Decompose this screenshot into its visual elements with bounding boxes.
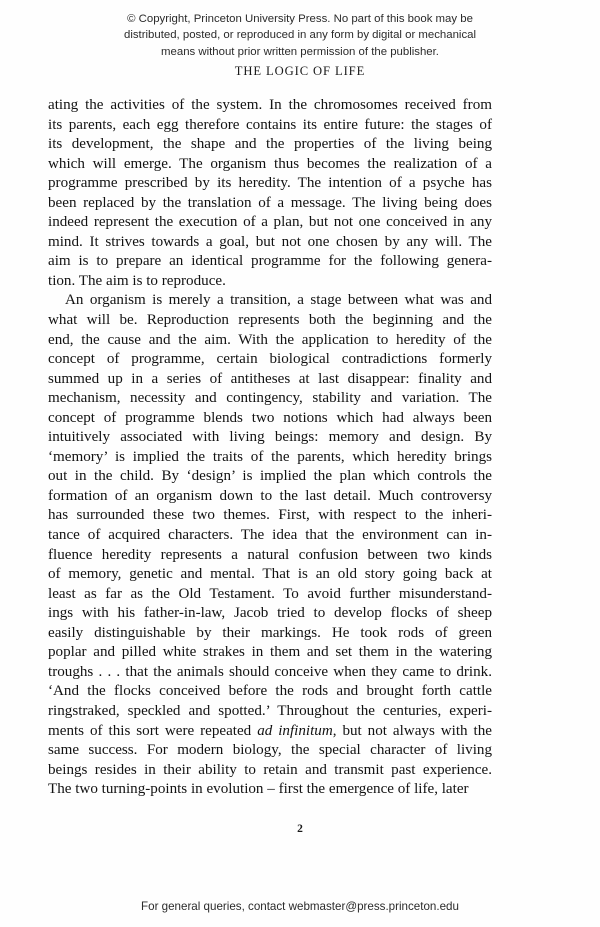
text-line: mind. It strives towards a goal, but not one chosen by any will. The xyxy=(48,233,492,250)
text-line: programme prescribed by its heredity. The intention of a psyche has xyxy=(48,175,492,192)
text-line: formation of an organism down to the last detail. Much controversy xyxy=(48,487,492,504)
body-text xyxy=(48,96,492,800)
text-line: An organism is merely a transition, a stage between what was and xyxy=(65,292,492,309)
text-line: ‘And the flocks conceived before the rods and brought forth cattle xyxy=(48,683,492,700)
paragraph-2 xyxy=(48,291,492,799)
text-line: ings with his father-in-law, Jacob tried to develop flocks of sheep xyxy=(48,605,492,622)
text-line: ating the activities of the system. In the chromosomes received from xyxy=(48,97,492,113)
paragraph-1 xyxy=(48,96,492,291)
text-line: out in the child. By ‘design’ is implied the plan which controls the xyxy=(48,468,492,485)
text-line: poplar and pilled white strakes in them and set them in the watering xyxy=(48,644,492,661)
text-line-with-italic xyxy=(48,722,492,742)
text-line: concept of programme blends two notions which had always been xyxy=(48,409,492,426)
text-line: mechanism, necessity and contingency, stability and variation. The xyxy=(48,390,492,407)
copyright-line-1: © Copyright, Princeton University Press. No part of this book may be xyxy=(127,13,473,25)
line-segment-roman: ments of this sort were repeated xyxy=(48,722,258,739)
text-line: same success. For modern biology, the special character of living xyxy=(48,742,492,759)
text-line: of memory, genetic and mental. That is an old story going back at xyxy=(48,566,492,583)
text-line: intuitively associated with living beings: memory and design. By xyxy=(48,429,492,446)
text-line: tance of acquired characters. The idea that the environment can in- xyxy=(48,527,492,544)
text-line: beings resides in their ability to retain and transmit past experience. xyxy=(48,761,492,778)
running-head: THE LOGIC OF LIFE xyxy=(234,64,366,78)
text-line: easily distinguishable by their markings. He took rods of green xyxy=(48,624,492,641)
text-line: end, the cause and the aim. With the application to heredity of the xyxy=(48,331,492,348)
latin-phrase-italic: ad infinitum xyxy=(257,722,333,739)
text-line: summed up in a series of antitheses at last disappear: finality and xyxy=(48,370,492,387)
text-line: its development, the shape and the properties of the living being xyxy=(48,136,492,153)
text-line: which will emerge. The organism thus becomes the realization of a xyxy=(48,155,492,172)
text-line: has surrounded these two themes. First, with respect to the inheri- xyxy=(48,507,492,524)
copyright-line-2: distributed, posted, or reproduced in any form by digital or mechanical xyxy=(123,29,477,42)
page-number: 2 xyxy=(297,823,303,835)
line-segment-roman-tail: , but not always with the xyxy=(332,722,492,739)
text-line: The two turning-points in evolution – first the emergence of life, later xyxy=(48,781,469,798)
text-line: fluence heredity represents a natural confusion between two kinds xyxy=(48,546,492,563)
text-line: least as far as the Old Testament. To avoid further misunderstand- xyxy=(48,585,492,602)
text-line: indeed represent the execution of a plan, but not one conceived in any xyxy=(48,214,492,231)
text-line: what will be. Reproduction represents both the beginning and the xyxy=(48,312,492,329)
general-queries-line: For general queries, contact webmaster@press.princeton.edu xyxy=(141,900,459,913)
copyright-line-3: means without prior written permission of the publisher. xyxy=(161,45,439,58)
text-line: troughs . . . that the animals should conceive when they came to drink. xyxy=(48,663,492,680)
copyright-notice xyxy=(78,11,522,60)
text-line: aim is to prepare an identical programme for the following genera- xyxy=(48,253,492,270)
text-line: been replaced by the translation of a message. The living being does xyxy=(48,194,492,211)
text-line: its parents, each egg therefore contains its entire future: the stages of xyxy=(48,116,492,133)
text-line: concept of programme, certain biological contradictions formerly xyxy=(48,351,492,368)
text-line: ringstraked, speckled and spotted.’ Throughout the centuries, experi- xyxy=(48,702,492,719)
text-line: tion. The aim is to reproduce. xyxy=(48,272,226,289)
text-line: ‘memory’ is implied the traits of the parents, which heredity brings xyxy=(48,448,492,465)
